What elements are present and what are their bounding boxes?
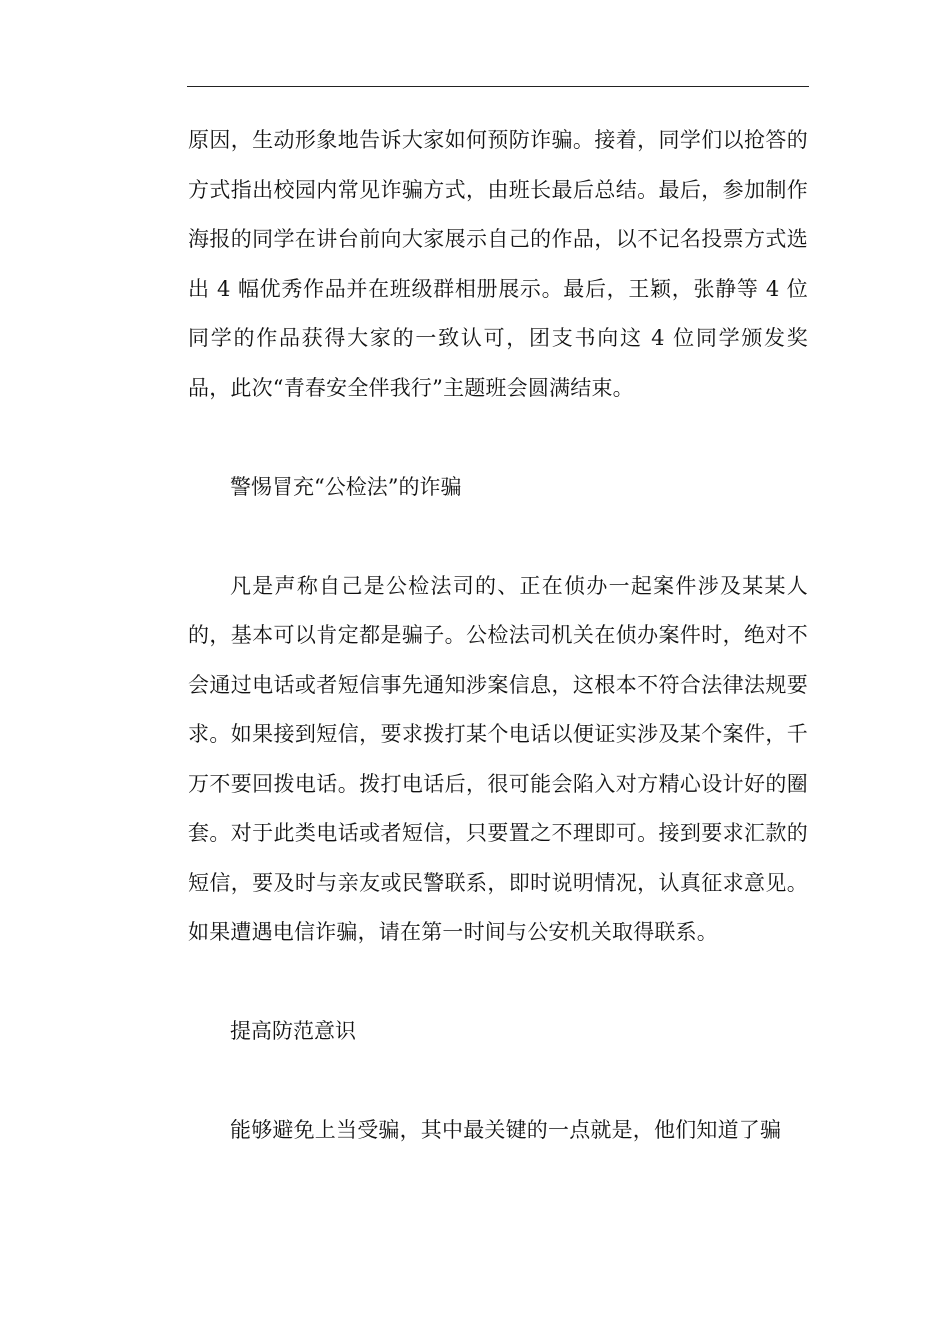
paragraph-awareness: 能够避免上当受骗，其中最关键的一点就是，他们知道了骗 [230,1118,782,1142]
paragraph-class-meeting-summary: 原因，生动形象地告诉大家如何预防诈骗。接着，同学们以抢答的方式指出校园内常见诈骗方式，由班长最后总结。最后，参加制作海报的同学在讲台前向大家展示自己的作品，以不记名投票方式选出 4 幅优秀作品并在班级群相册展示。最后，王颖，张静等 4 位同学的作品获得大家的一致认可，团支书向这 4 位同学颁发奖品，此次“青春安全伴我行”主题班会圆满结束。 [188,128,808,400]
header-rule [187,86,809,87]
paragraph-gap [188,1057,808,1107]
paragraph-gap [188,958,808,1008]
document-body [188,116,808,1156]
section-heading-impersonation-fraud: 警惕冒充“公检法”的诈骗 [230,474,462,499]
paragraph-gap [188,512,808,562]
paragraph-gap [188,413,808,463]
paragraph-impersonation-fraud: 凡是声称自己是公检法司的、正在侦办一起案件涉及某某人的，基本可以肯定都是骗子。公检法司机关在侦办案件时，绝对不会通过电话或者短信事先通知涉案信息，这根本不符合法律法规要求。如果接到短信，要求拨打某个电话以便证实涉及某个案件，千万不要回拨电话。拨打电话后，很可能会陷入对方精心设计好的圈套。对于此类电话或者短信，只要置之不理即可。接到要求汇款的短信，要及时与亲友或民警联系，即时说明情况，认真征求意见。如果遭遇电信诈骗，请在第一时间与公安机关取得联系。 [188,573,808,944]
section-heading-awareness: 提高防范意识 [230,1019,356,1043]
